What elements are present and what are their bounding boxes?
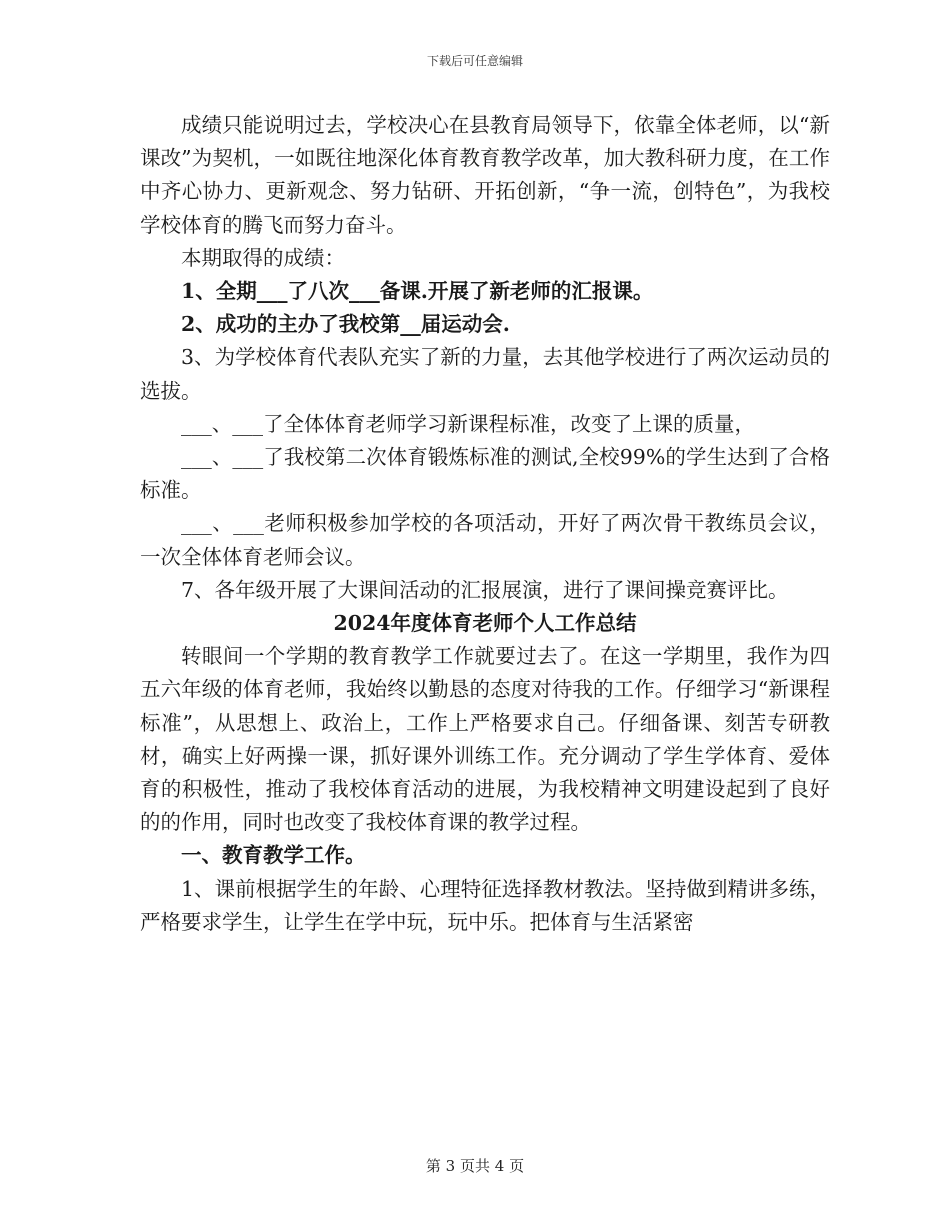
section-title: 2024年度体育老师个人工作总结 [333, 611, 637, 636]
page-header: 下载后可任意编辑 [426, 54, 523, 68]
document-body [140, 109, 830, 939]
paragraph-intro: 转眼间一个学期的教育教学工作就要过去了。在这一学期里，我作为四五六年级的体育老师，我始终以勤恳的态度对待我的工作。仔细学习“新课程标准”，从思想上、政治上，工作上严格要求自己。仔细备课、刻苦专研教材，确实上好两操一课，抓好课外训练工作。充分调动了学生学体育、爱体育的积极性，推动了我校体育活动的进展，为我校精神文明建设起到了良好的的作用，同时也改变了我校体育课的教学过程。 [140, 644, 830, 835]
list-item-6: ___、___老师积极参加学校的各项活动，开好了两次骨干教练员会议，一次全体体育老师会议。 [140, 511, 830, 569]
list-item-5: ___、___了我校第二次体育锻炼标准的测试,全校99%的学生达到了合格标准。 [140, 445, 830, 503]
paragraph-conclusion: 成绩只能说明过去，学校决心在县教育局领导下，依靠全体老师，以“新课改”为契机，一如既往地深化体育教育教学改革，加大教科研力度，在工作中齐心协力、更新观念、努力钻研、开拓创新，“争一流，创特色”，为我校学校体育的腾飞而努力奋斗。 [140, 113, 830, 237]
list-item-2: 2、成功的主办了我校第__届运动会. [181, 312, 510, 337]
list-item-3: 3、为学校体育代表队充实了新的力量，去其他学校进行了两次运动员的选拔。 [140, 345, 830, 403]
list-item-1: 1、全期___了八次___备课.开展了新老师的汇报课。 [181, 279, 654, 304]
list-item-4: ___、___了全体体育老师学习新课程标准，改变了上课的质量， [181, 411, 755, 436]
section-heading-teaching: 一、教育教学工作。 [181, 843, 366, 868]
paragraph-teaching-1: 1、课前根据学生的年龄、心理特征选择教材教法。坚持做到精讲多练，严格要求学生，让学生在学中玩，玩中乐。把体育与生活紧密 [140, 876, 830, 934]
paragraph-achievements-heading: 本期取得的成绩： [181, 245, 345, 270]
page-footer: 第 3 页共 4 页 [425, 1157, 525, 1175]
list-item-7: 7、各年级开展了大课间活动的汇报展演，进行了课间操竞赛评比。 [181, 577, 789, 602]
